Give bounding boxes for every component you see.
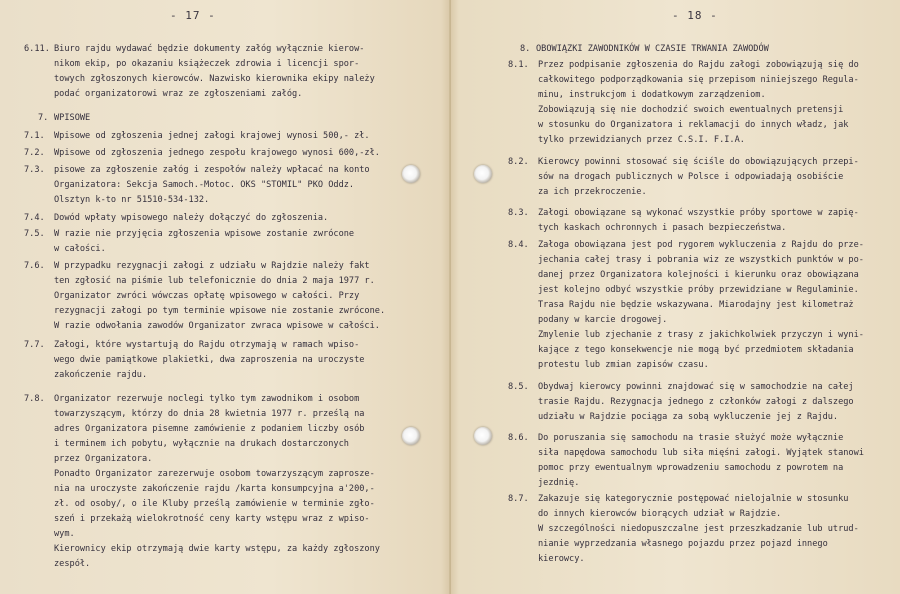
text-line: pisowe za zgłoszenie załóg i zespołów należy wpłacać na konto bbox=[54, 165, 370, 175]
text-line: wego dwie pamiątkowe plakietki, dwa zaproszenia na uroczyste bbox=[54, 355, 365, 365]
text-line: nianie wyprzedzania własnego pojazdu przez pojazd innego bbox=[538, 539, 828, 549]
text-line: towych zgłoszonych kierowców. Nazwisko kierownika ekipy należy bbox=[54, 74, 375, 84]
text-line: rezygnacji załogi po tym terminie wpisowe nie zostanie zwrócone. bbox=[54, 306, 386, 316]
text-line: podać organizatorowi wraz ze zgłoszeniami załóg. bbox=[54, 89, 303, 99]
text-line: Dowód wpłaty wpisowego należy dołączyć do zgłoszenia. bbox=[54, 213, 329, 223]
page-18 bbox=[450, 0, 900, 594]
text-line: podany w karcie drogowej. bbox=[538, 315, 668, 325]
text-line: tych kaskach ochronnych i pasach bezpieczeństwa. bbox=[538, 223, 787, 233]
text-line: W szczególności niedopuszczalne jest przeszkadzanie lub utrud- bbox=[538, 524, 859, 534]
text-line: szeń i przekażą wielokrotność ceny karty wstępu wraz z wpiso- bbox=[54, 514, 370, 524]
text-line: zakończenie rajdu. bbox=[54, 370, 148, 380]
text-line: jest kolejno odbyć wszystkie próby przewidziane w Regulaminie. bbox=[538, 285, 859, 295]
section-title: OBOWIĄZKI ZAWODNIKÓW W CZASIE TRWANIA ZAWODÓW bbox=[536, 44, 769, 54]
text-line: W razie odwołania zawodów Organizator zwraca wpisowe w całości. bbox=[54, 321, 380, 331]
text-line: i terminem ich pobytu, wyłącznie na drukach dostarczonych bbox=[54, 439, 349, 449]
text-line: jechania całej trasy i pobrania wiz ze wszystkich punktów w po- bbox=[538, 255, 864, 265]
text-line: Olsztyn k-to nr 51510-534-132. bbox=[54, 195, 210, 205]
paragraph-number: 7.3. bbox=[24, 165, 45, 175]
page-number: - 18 - bbox=[672, 9, 718, 22]
text-line: nikom ekip, po okazaniu książeczek zdrowia i licencji spor- bbox=[54, 59, 360, 69]
text-line: do innych kierowców biorących udział w Rajdzie. bbox=[538, 509, 782, 519]
paragraph-number: 8.7. bbox=[508, 494, 529, 504]
text-line: W razie nie przyjęcia zgłoszenia wpisowe zostanie zwrócone bbox=[54, 229, 355, 239]
text-line: za ich przekroczenie. bbox=[538, 187, 647, 197]
text-line: jezdnię. bbox=[538, 478, 580, 488]
paragraph-number: 7.6. bbox=[24, 261, 45, 271]
text-line: Wpisowe od zgłoszenia jednego zespołu krajowego wynosi 600,-zł. bbox=[54, 148, 380, 158]
paragraph-number: 8.2. bbox=[508, 157, 529, 167]
paragraph-number: 7.2. bbox=[24, 148, 45, 158]
section-title: WPISOWE bbox=[54, 113, 91, 123]
text-line: protestu lub zmian zapisów czasu. bbox=[538, 360, 709, 370]
paragraph-number: 7.4. bbox=[24, 213, 45, 223]
text-line: nia na uroczyste zakończenie rajdu /karta konsumpcyjna a'200,- bbox=[54, 484, 375, 494]
paragraph-number: 8.4. bbox=[508, 240, 529, 250]
section-number: 7. bbox=[38, 113, 49, 123]
binding-hole-bottom-right bbox=[474, 427, 492, 445]
paragraph-number: 8.3. bbox=[508, 208, 529, 218]
text-line: Załoga obowiązana jest pod rygorem wykluczenia z Rajdu do prze- bbox=[538, 240, 864, 250]
paragraph-number: 7.8. bbox=[24, 394, 45, 404]
paragraph-number: 7.5. bbox=[24, 229, 45, 239]
paragraph-number: 7.7. bbox=[24, 340, 45, 350]
text-line: przez Organizatora. bbox=[54, 454, 153, 464]
text-line: Organizatora: Sekcja Samoch.-Motoc. OKS "STOMIL" PKO Oddz. bbox=[54, 180, 355, 190]
text-line: Trasa Rajdu nie będzie wskazywana. Miarodajny jest kilometraż bbox=[538, 300, 854, 310]
text-line: zespół. bbox=[54, 559, 91, 569]
text-line: sów na drogach publicznych w Polsce i odpowiadają osobiście bbox=[538, 172, 844, 182]
text-line: Załogi, które wystartują do Rajdu otrzymają w ramach wpiso- bbox=[54, 340, 360, 350]
text-line: Zmylenie lub zjechanie z trasy z jakichkolwiek przyczyn i wyni- bbox=[538, 330, 864, 340]
paragraph-number: 8.6. bbox=[508, 433, 529, 443]
page-number: - 17 - bbox=[170, 9, 216, 22]
text-line: adres Organizatora pisemne zamówienie z podaniem liczby osób bbox=[54, 424, 365, 434]
text-line: Ponadto Organizator zarezerwuje osobom towarzyszącym zaprosze- bbox=[54, 469, 375, 479]
text-line: Organizator zwróci wówczas opłatę wpisowego w całości. Przy bbox=[54, 291, 360, 301]
text-line: Organizator rezerwuje noclegi tylko tym zawodnikom i osobom bbox=[54, 394, 360, 404]
text-line: W przypadku rezygnacji załogi z udziału w Rajdzie należy fakt bbox=[54, 261, 370, 271]
text-line: kające z tego konsekwencje nie mogą być przedmiotem składania bbox=[538, 345, 854, 355]
binding-hole-top-right bbox=[474, 165, 492, 183]
paragraph-number: 7.1. bbox=[24, 131, 45, 141]
text-line: w całości. bbox=[54, 244, 106, 254]
text-line: całkowitego podporządkowania się przepisom niniejszego Regula- bbox=[538, 75, 859, 85]
text-line: Kierownicy ekip otrzymają dwie karty wstępu, za każdy zgłoszony bbox=[54, 544, 380, 554]
text-line: Załogi obowiązane są wykonać wszystkie próby sportowe w zapię- bbox=[538, 208, 859, 218]
text-line: minu, instrukcjom i dodatkowym zarządzeniom. bbox=[538, 90, 766, 100]
text-line: Zakazuje się kategorycznie postępować nielojalnie w stosunku bbox=[538, 494, 849, 504]
binding-hole-top-left bbox=[402, 165, 420, 183]
text-line: tylko przewidzianych przez C.S.I. F.I.A. bbox=[538, 135, 745, 145]
text-line: Obydwaj kierowcy powinni znajdować się w samochodzie na całej bbox=[538, 382, 854, 392]
text-line: Zobowiązują się nie dochodzić swoich ewentualnych pretensji bbox=[538, 105, 844, 115]
text-line: danej przez Organizatora kolejności i kierunku oraz obowiązana bbox=[538, 270, 859, 280]
text-line: trasie Rajdu. Rezygnacja jednego z członków załogi z dalszego bbox=[538, 397, 854, 407]
text-line: wym. bbox=[54, 529, 75, 539]
text-line: towarzyszącym, którzy do dnia 28 kwietnia 1977 r. prześlą na bbox=[54, 409, 365, 419]
text-line: Wpisowe od zgłoszenia jednej załogi krajowej wynosi 500,- zł. bbox=[54, 131, 370, 141]
text-line: siła napędowa samochodu lub siła mięśni załogi. Wyjątek stanowi bbox=[538, 448, 864, 458]
paragraph-number: 8.5. bbox=[508, 382, 529, 392]
text-line: w stosunku do Organizatora i reklamacji do innych władz, jak bbox=[538, 120, 849, 130]
binding-hole-bottom-left bbox=[402, 427, 420, 445]
section-number: 8. bbox=[520, 44, 531, 54]
text-line: Do poruszania się samochodu na trasie służyć może wyłącznie bbox=[538, 433, 844, 443]
text-line: udziału w Rajdzie pociąga za sobą wykluczenie jej z Rajdu. bbox=[538, 412, 839, 422]
text-line: pomoc przy ewentualnym wprowadzeniu samochodu z powrotem na bbox=[538, 463, 844, 473]
text-line: Przez podpisanie zgłoszenia do Rajdu załogi zobowiązują się do bbox=[538, 60, 859, 70]
paragraph-number: 8.1. bbox=[508, 60, 529, 70]
text-line: kierowcy. bbox=[538, 554, 585, 564]
paragraph-number: 6.11. bbox=[24, 44, 50, 54]
text-line: zł. od osoby/, o ile Kluby prześlą zamówienie w terminie zgło- bbox=[54, 499, 375, 509]
text-line: Kierowcy powinni stosować się ściśle do obowiązujących przepi- bbox=[538, 157, 859, 167]
text-line: ten zgłosić na piśmie lub telefonicznie do dnia 2 maja 1977 r. bbox=[54, 276, 375, 286]
text-line: Biuro rajdu wydawać będzie dokumenty załóg wyłącznie kierow- bbox=[54, 44, 365, 54]
